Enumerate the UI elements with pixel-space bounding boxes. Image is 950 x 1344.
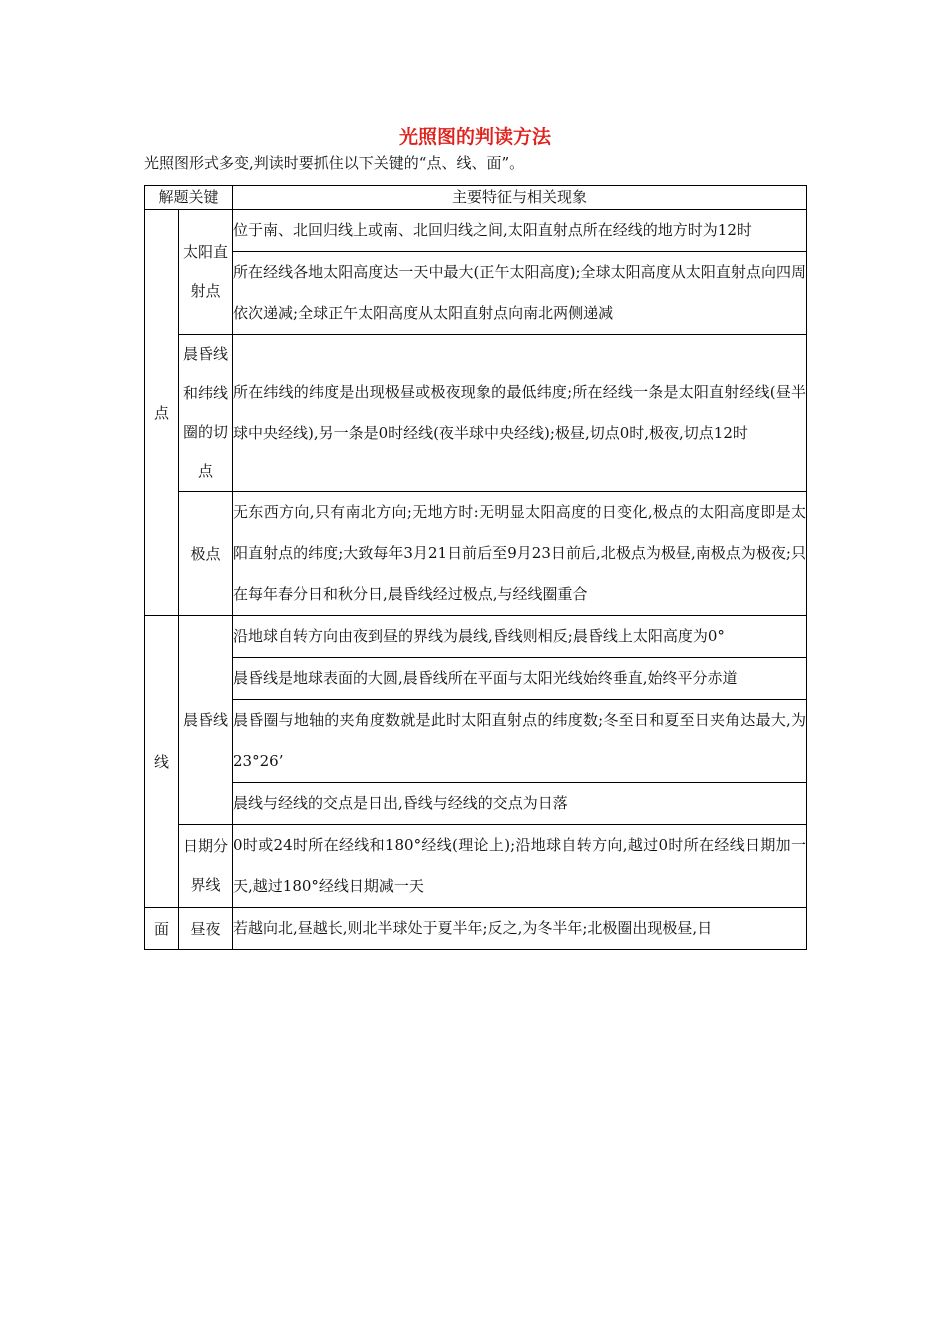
intro-paragraph: 光照图形式多变,判读时要抓住以下关键的“点、线、面”。 [144,154,525,172]
description-cell: 晨昏线是地球表面的大圆,晨昏线所在平面与太阳光线始终垂直,始终平分赤道 [233,658,807,700]
category-line: 线 [145,616,179,908]
table-row [145,700,807,783]
table-row [145,252,807,335]
table-row [145,616,807,658]
header-features: 主要特征与相关现象 [233,186,807,210]
header-key: 解题关键 [145,186,233,210]
description-cell: 位于南、北回归线上或南、北回归线之间,太阳直射点所在经线的地方时为12时 [233,210,807,252]
table-row [145,783,807,825]
table-row [145,658,807,700]
subject-tangent-point: 晨昏线和纬线圈的切点 [179,335,233,492]
description-cell: 沿地球自转方向由夜到昼的界线为晨线,昏线则相反;晨昏线上太阳高度为0° [233,616,807,658]
table-header-row [145,186,807,210]
description-cell: 所在经线各地太阳高度达一天中最大(正午太阳高度);全球太阳高度从太阳直射点向四周依次递减;全球正午太阳高度从太阳直射点向南北两侧递减 [233,252,807,335]
table-row [145,210,807,252]
description-cell: 0时或24时所在经线和180°经线(理论上);沿地球自转方向,越过0时所在经线日期加一天,越过180°经线日期减一天 [233,825,807,908]
subject-dateline: 日期分界线 [179,825,233,908]
category-surface: 面 [145,908,179,950]
subject-pole: 极点 [179,492,233,616]
description-cell: 晨线与经线的交点是日出,昏线与经线的交点为日落 [233,783,807,825]
subject-subsolar-point: 太阳直射点 [179,210,233,335]
description-cell: 若越向北,昼越长,则北半球处于夏半年;反之,为冬半年;北极圈出现极昼,日 [233,908,807,950]
table-row [145,908,807,950]
description-cell: 无东西方向,只有南北方向;无地方时:无明显太阳高度的日变化,极点的太阳高度即是太阳直射点的纬度;大致每年3月21日前后至9月23日前后,北极点为极昼,南极点为极夜;只在每年春分日和秋分日,晨昏线经过极点,与经线圈重合 [233,492,807,616]
subject-terminator: 晨昏线 [179,616,233,825]
table-row [145,825,807,908]
page-title: 光照图的判读方法 [398,126,551,148]
description-cell: 晨昏圈与地轴的夹角度数就是此时太阳直射点的纬度数;冬至日和夏至日夹角达最大,为23°26’ [233,700,807,783]
description-cell: 所在纬线的纬度是出现极昼或极夜现象的最低纬度;所在经线一条是太阳直射经线(昼半球中央经线),另一条是0时经线(夜半球中央经线);极昼,切点0时,极夜,切点12时 [233,335,807,492]
subject-day-night: 昼夜 [179,908,233,950]
category-point: 点 [145,210,179,616]
table-row [145,335,807,492]
table-row [145,492,807,616]
feature-table [144,185,807,950]
